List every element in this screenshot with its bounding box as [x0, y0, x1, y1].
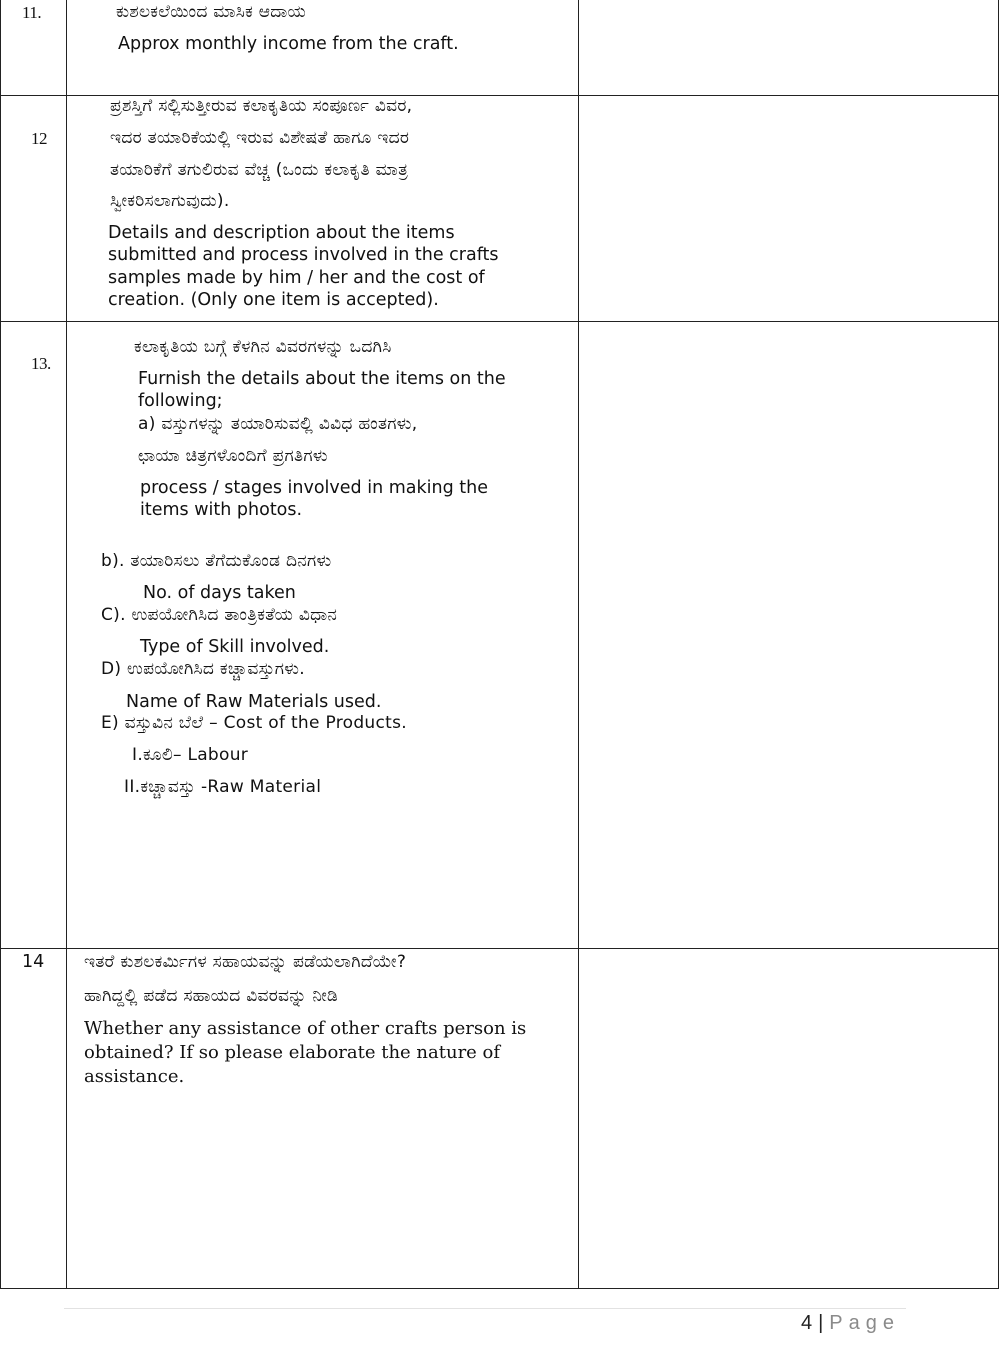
- subitem-a-english: process / stages involved in making the: [140, 478, 488, 498]
- subitem-d-english: Name of Raw Materials used.: [126, 692, 382, 712]
- table-border-bottom: [0, 1288, 999, 1289]
- item-label-kannada: ಕುಶಲಕಲೆಯಿಂದ ಮಾಸಿಕ ಆದಾಯ: [116, 2, 307, 22]
- answer-cell-12[interactable]: [580, 97, 997, 320]
- subitem-a-kannada: a) ವಸ್ತುಗಳನ್ನು ತಯಾರಿಸುವಲ್ಲಿ ವಿವಿಧ ಹಂತಗಳು,: [138, 414, 418, 434]
- subitem-b-english: No. of days taken: [143, 583, 296, 603]
- subitem-d-kannada: D) ಉಪಯೋಗಿಸಿದ ಕಚ್ಚಾವಸ್ತುಗಳು.: [101, 659, 305, 679]
- item-label-english: submitted and process involved in the crafts: [108, 245, 499, 265]
- row-number: 12: [31, 129, 47, 148]
- item-label-kannada: ಕಲಾಕೃತಿಯ ಬಗ್ಗೆ ಕೆಳಗಿನ ವಿವರಗಳನ್ನು ಒದಗಿಸಿ: [134, 337, 392, 357]
- subitem-e-labour: I.ಕೂಲಿ– Labour: [132, 745, 249, 765]
- item-label-english: Approx monthly income from the craft.: [118, 34, 459, 54]
- table-border-left: [0, 0, 1, 1289]
- item-label-english: obtained? If so please elaborate the nature of: [84, 1042, 501, 1063]
- row-number: 14: [22, 952, 45, 972]
- subitem-b-kannada: b). ತಯಾರಿಸಲು ತೆಗೆದುಕೊಂಡ ದಿನಗಳು: [101, 551, 332, 571]
- subitem-c-kannada: C). ಉಪಯೋಗಿಸಿದ ತಾಂತ್ರಿಕತೆಯ ವಿಧಾನ: [101, 605, 338, 625]
- subitem-a-kannada: ಛಾಯಾ ಚಿತ್ರಗಳೊಂದಿಗೆ ಪ್ರಗತಿಗಳು: [138, 446, 328, 466]
- row-divider: [0, 948, 999, 949]
- item-label-kannada: ಸ್ವೀಕರಿಸಲಾಗುವುದು).: [110, 191, 230, 211]
- footer-rule: [64, 1308, 906, 1309]
- table-col-divider-1: [66, 0, 67, 1289]
- item-label-kannada: ಹಾಗಿದ್ದಲ್ಲಿ ಪಡೆದ ಸಹಾಯದ ವಿವರವನ್ನು ನೀಡಿ: [84, 986, 339, 1006]
- item-label-english: creation. (Only one item is accepted).: [108, 290, 439, 310]
- page-number: 4: [800, 1312, 813, 1334]
- item-label-english: assistance.: [84, 1066, 185, 1087]
- answer-cell-14[interactable]: [580, 950, 997, 1287]
- row-number: 13.: [31, 354, 51, 373]
- answer-cell-13[interactable]: [580, 323, 997, 947]
- item-label-english: Furnish the details about the items on the: [138, 369, 506, 389]
- subitem-a-english: items with photos.: [140, 500, 303, 520]
- row-number: 11.: [22, 3, 42, 22]
- item-label-english: samples made by him / her and the cost of: [108, 268, 485, 288]
- item-label-kannada: ತಯಾರಿಕೆಗೆ ತಗುಲಿರುವ ವೆಚ್ಚ (ಒಂದು ಕಲಾಕೃತಿ ಮಾತ್ರ: [110, 160, 409, 180]
- answer-cell-11[interactable]: [580, 1, 997, 94]
- row-divider: [0, 321, 999, 322]
- table-col-divider-2: [578, 0, 579, 1289]
- subitem-e-raw-material: II.ಕಚ್ಚಾವಸ್ತು -Raw Material: [124, 777, 322, 797]
- item-label-kannada: ಇತರೆ ಕುಶಲಕರ್ಮಿಗಳ ಸಹಾಯವನ್ನು ಪಡೆಯಲಾಗಿದೆಯೇ?: [84, 952, 407, 972]
- table-border-right: [998, 0, 999, 1289]
- page-footer: [801, 1312, 900, 1335]
- item-label-english: Whether any assistance of other crafts person is: [84, 1018, 527, 1039]
- subitem-e: E) ವಸ್ತುವಿನ ಬೆಲೆ – Cost of the Products.: [101, 713, 407, 733]
- item-label-kannada: ಪ್ರಶಸ್ತಿಗೆ ಸಲ್ಲಿಸುತ್ತೀರುವ ಕಲಾಕೃತಿಯ ಸಂಪೂರ್ಣ ವಿವರ,: [110, 96, 413, 116]
- item-label-english: Details and description about the items: [108, 223, 455, 243]
- page-label: Page: [829, 1312, 900, 1334]
- item-label-kannada: ಇದರ ತಯಾರಿಕೆಯಲ್ಲಿ ಇರುವ ವಿಶೇಷತೆ ಹಾಗೂ ಇದರ: [110, 128, 410, 148]
- item-label-english: following;: [138, 391, 223, 411]
- subitem-c-english: Type of Skill involved.: [140, 637, 330, 657]
- footer-separator: |: [818, 1312, 824, 1334]
